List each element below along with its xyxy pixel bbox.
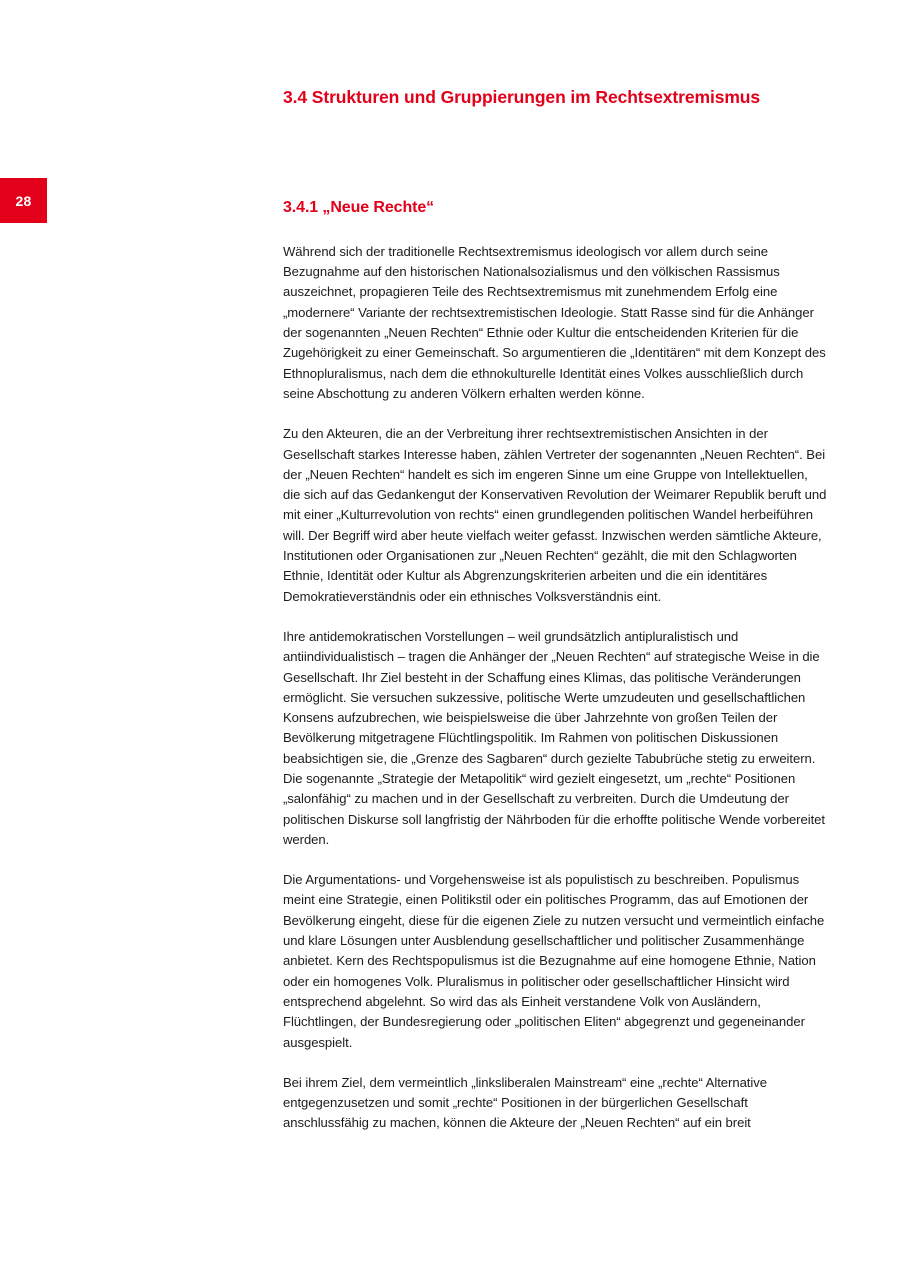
paragraph: Ihre antidemokratischen Vorstellungen – weil grundsätzlich antipluralistisch und antiindividualistisch – tragen die Anhänger der „Neuen Rechten“ auf strategische Weise in die Gesellschaft. Ihr Ziel besteht in der Schaffung eines Klimas, das politische Veränderungen ermöglicht. Sie versuchen sukzessive, politische Werte umzudeuten und gesellschaftlichen Konsens aufzubrechen, wie beispielsweise die über Jahrzehnte von großen Teilen der Bevölkerung mitgetragene Flüchtlingspolitik. Im Rahmen von politischen Diskussionen beabsichtigen sie, die „Grenze des Sagbaren“ durch gezielte Tabubrüche stetig zu erweitern. Die sogenannte „Strategie der Metapolitik“ wird gezielt eingesetzt, um „rechte“ Positionen „salonfähig“ zu machen und in der Gesellschaft zu verbreiten. Durch die Umdeutung der politischen Diskurse soll langfristig der Nährboden für die erhoffte politische Wende vorbereitet werden. (283, 628, 825, 847)
section-heading: 3.4 Strukturen und Gruppierungen im Rechtsextremismus (283, 87, 761, 107)
paragraph: Während sich der traditionelle Rechtsextremismus ideologisch vor allem durch seine Bezugnahme auf den historischen Nationalsozialismus und den völkischen Rassismus auszeichnet, propagieren Teile des Rechtsextremismus mit zunehmendem Erfolg eine „modernere“ Variante der rechtsextremistischen Ideologie. Statt Rasse sind für die Anhänger der sogenannten „Neuen Rechten“ Ethnie oder Kultur die entscheidenden Kriterien für die Zugehörigkeit zu einer Gemeinschaft. So argumentieren die „Identitären“ mit dem Konzept des Ethnopluralismus, nach dem die ethnokulturelle Identität eines Volkes ausschließlich durch seine Abschottung zu anderen Völkern erhalten werden könne. (283, 243, 826, 401)
page-number-tab (0, 178, 47, 223)
text-column (283, 0, 828, 1134)
page-number: 28 (15, 192, 32, 209)
paragraph: Zu den Akteuren, die an der Verbreitung ihrer rechtsextremistischen Ansichten in der Gesellschaft starkes Interesse haben, zählen Vertreter der sogenannten „Neuen Rechten“. Bei der „Neuen Rechten“ handelt es sich im engeren Sinne um eine Gruppe von Intellektuellen, die sich auf das Gedankengut der Konservativen Revolution der Weimarer Republik beruft und mit einer „Kulturrevolution von rechts“ einen grundlegenden politischen Wandel herbeiführen will. Der Begriff wird aber heute vielfach weiter gefasst. Inzwischen werden sämtliche Akteure, Institutionen oder Organisationen zur „Neuen Rechten“ gezählt, die mit den Schlagworten Ethnie, Identität oder Kultur als Abgrenzungskriterien arbeiten und die ein identitäres Demokratieverständnis oder ein ethnisches Volksverständnis eint. (283, 426, 827, 604)
subsection-heading: 3.4.1 „Neue Rechte“ (283, 198, 435, 216)
paragraph: Bei ihrem Ziel, dem vermeintlich „linksliberalen Mainstream“ eine „rechte“ Alternative entgegenzusetzen und somit „rechte“ Positionen in der bürgerlichen Gesellschaft anschlussfähig zu machen, können die Akteure der „Neuen Rechten“ auf ein breit (283, 1074, 767, 1131)
paragraph: Die Argumentations- und Vorgehensweise ist als populistisch zu beschreiben. Populismus meint eine Strategie, einen Politikstil oder ein politisches Programm, das auf Emotionen der Bevölkerung eingeht, diese für die eigenen Ziele zu nutzen versucht und vermeintlich einfache und klare Lösungen unter Ausblendung gesellschaftlicher und politischer Zusammenhänge anbietet. Kern des Rechtspopulismus ist die Bezugnahme auf eine homogene Ethnie, Nation oder ein homogenes Volk. Pluralismus in politischer oder gesellschaftlicher Hinsicht wird entsprechend abgelehnt. So wird das als Einheit verstandene Volk von Ausländern, Flüchtlingen, der Bundesregierung oder „politischen Eliten“ abgegrenzt und gegeneinander ausgespielt. (283, 872, 825, 1050)
